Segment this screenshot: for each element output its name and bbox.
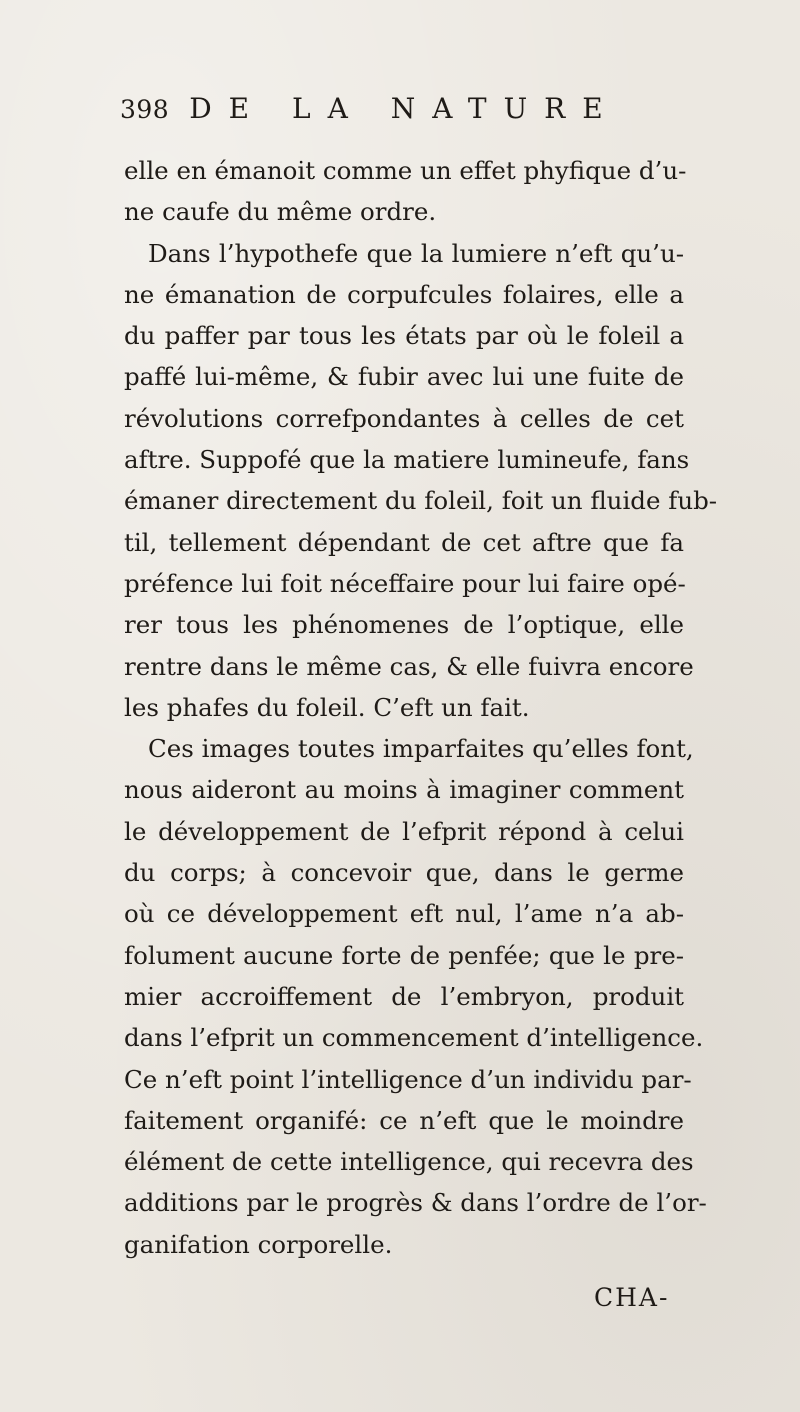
- text-line: rer tous les phénomenes de l’optique, elle: [124, 610, 684, 640]
- body-text: [124, 150, 718, 1265]
- text-line: elle en émanoit comme un effet phyfique d’u-: [124, 156, 687, 185]
- text-line: révolutions correfpondantes à celles de cet: [124, 403, 684, 433]
- text-line: ne émanation de corpufcules folaires, elle a: [124, 279, 684, 309]
- text-line: du corps; à concevoir que, dans le germe: [124, 858, 684, 888]
- text-line: ganifation corporelle.: [124, 1229, 393, 1259]
- text-line: émaner directement du foleil, foit un fluide fub-: [124, 486, 718, 516]
- text-line: ne caufe du même ordre.: [124, 197, 437, 227]
- text-line: nous aideront au moins à imaginer comment: [124, 775, 684, 805]
- text-line: Ce n’eft point l’intelligence d’un individu par-: [124, 1064, 692, 1094]
- text-line: til, tellement dépendant de cet aftre que fa: [124, 527, 684, 557]
- running-title: DE LA NATURE: [189, 92, 620, 125]
- text-line: rentre dans le même cas, & elle fuivra encore: [124, 651, 694, 681]
- text-line: mier accroiffement de l’embryon, produit: [124, 981, 684, 1011]
- text-line: préfence lui foit néceffaire pour lui faire opé-: [124, 568, 686, 598]
- text-line: faitement organifé: ce n’eft que le moindre: [124, 1105, 684, 1135]
- text-line: Ces images toutes imparfaites qu’elles font,: [148, 734, 694, 764]
- text-line: les phafes du foleil. C’eft un fait.: [124, 692, 530, 722]
- page-header: [120, 92, 680, 132]
- page-number: 398: [120, 95, 170, 124]
- text-line: le développement de l’efprit répond à celui: [124, 816, 684, 846]
- text-line: dans l’efprit un commencement d’intelligence.: [124, 1023, 704, 1053]
- text-line: paffé lui-même, & fubir avec lui une fuite de: [124, 362, 684, 392]
- text-line: aftre. Suppofé que la matiere lumineufe, fans: [124, 445, 690, 475]
- text-line: élément de cette intelligence, qui recevra des: [124, 1147, 694, 1177]
- text-line: où ce développement eft nul, l’ame n’a ab-: [124, 899, 684, 929]
- text-line: Dans l’hypothefe que la lumiere n’eft qu’u-: [148, 238, 684, 268]
- text-line: folument aucune forte de penfée; que le pre-: [124, 940, 684, 970]
- catchword: CHA-: [594, 1283, 670, 1312]
- text-line: du paffer par tous les états par où le foleil a: [124, 321, 684, 351]
- text-line: additions par le progrès & dans l’ordre de l’or-: [124, 1188, 707, 1218]
